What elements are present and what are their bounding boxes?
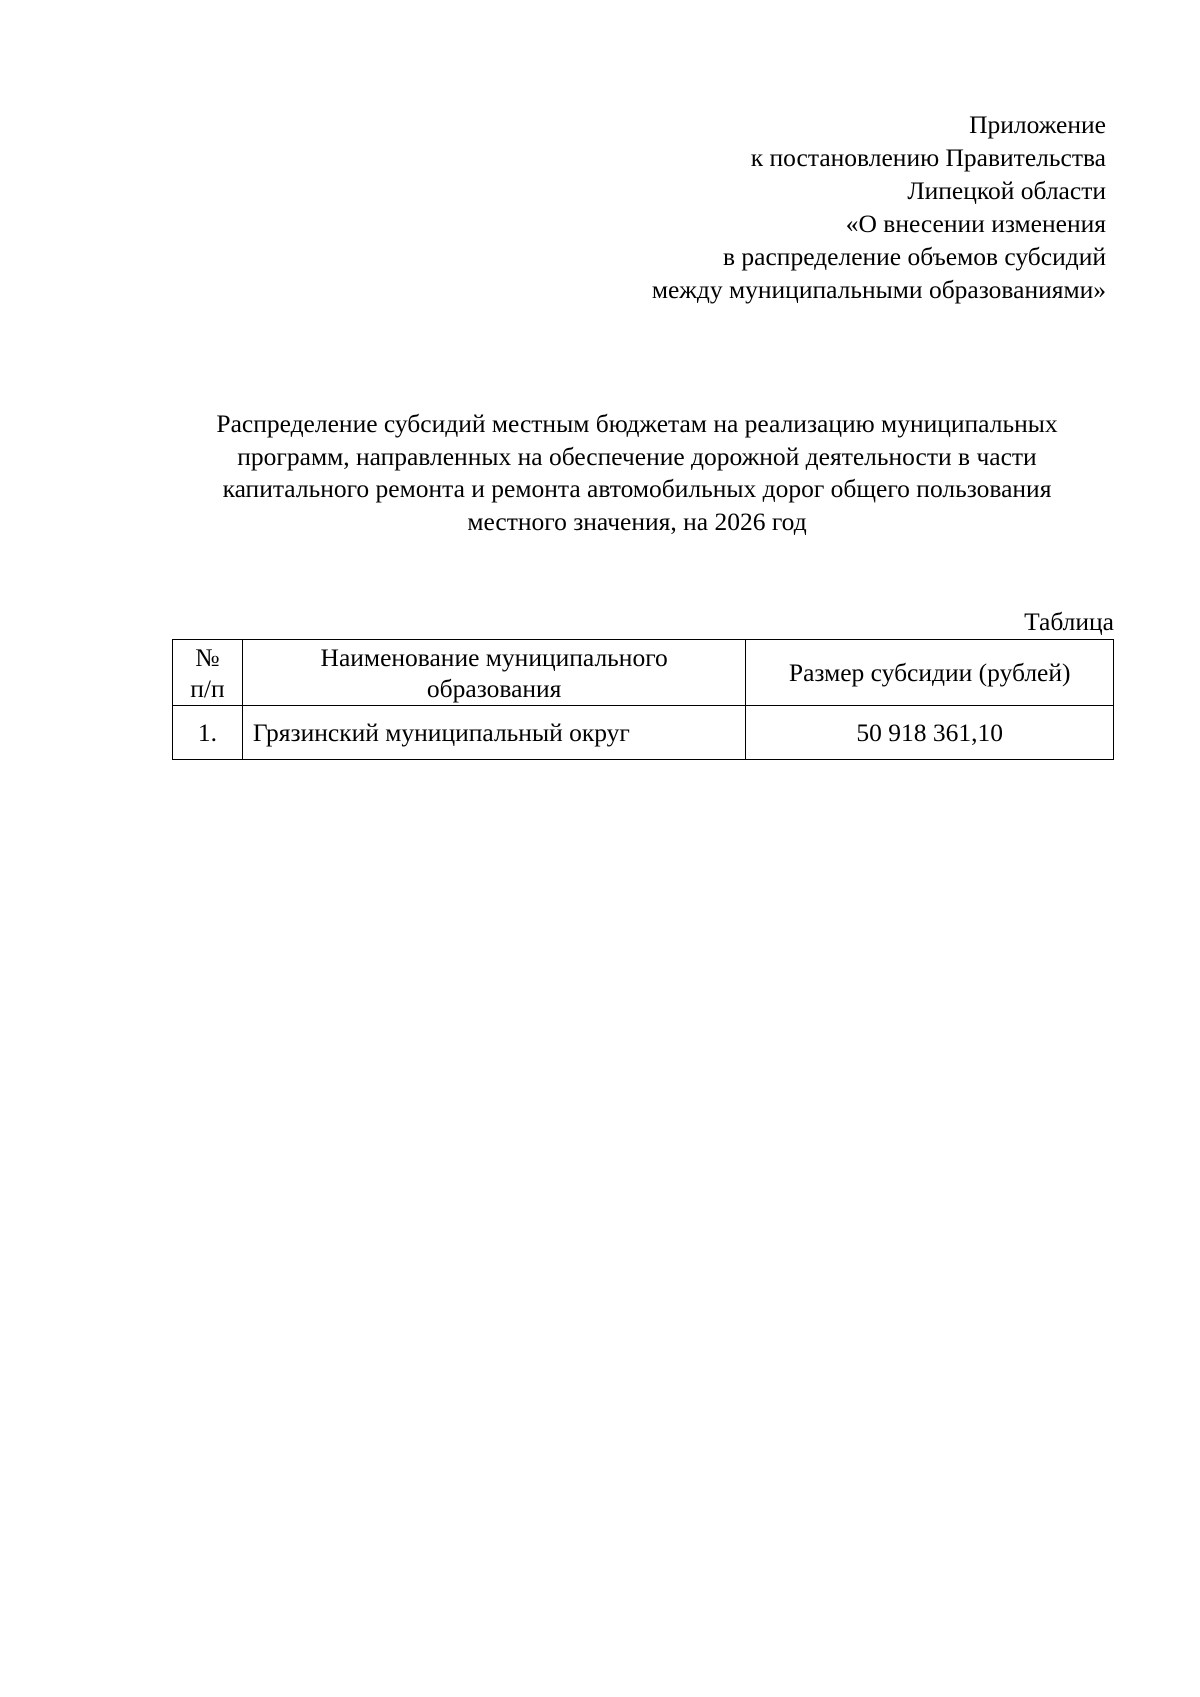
header-number-symbol: № (195, 642, 220, 672)
table-header-row (173, 640, 1114, 706)
appendix-label: Приложение (969, 110, 1106, 139)
document-title (172, 408, 1102, 538)
appendix-reference-line: между муниципальными образованиями» (651, 275, 1106, 304)
document-title-line: Распределение субсидий местным бюджетам на реализацию муниципальных (216, 409, 1058, 438)
header-cell-name (242, 640, 745, 706)
header-name-line1: Наименование муниципального (320, 642, 668, 672)
header-number-abbrev: п/п (190, 673, 225, 703)
document-title-line: капитального ремонта и ремонта автомобильных дорог общего пользования (222, 474, 1052, 503)
document-title-line: местного значения, на 2026 год (467, 506, 807, 536)
table-row (173, 706, 1114, 760)
appendix-reference-line: в распределение объемов субсидий (723, 242, 1106, 271)
row-number-cell: 1. (173, 706, 243, 760)
header-cell-amount: Размер субсидии (рублей) (746, 640, 1114, 706)
row-amount-cell: 50 918 361,10 (746, 706, 1114, 760)
appendix-reference-line: Липецкой области (907, 176, 1106, 205)
appendix-reference-line: к постановлению Правительства (750, 143, 1106, 172)
appendix-header (652, 108, 1106, 306)
row-name-cell: Грязинский муниципальный округ (242, 706, 745, 760)
subsidy-table (172, 639, 1114, 760)
appendix-reference-line: «О внесении изменения (845, 209, 1106, 238)
header-name-line2: образования (426, 673, 562, 703)
table-label: Таблица (1024, 607, 1114, 636)
header-cell-number (173, 640, 243, 706)
document-title-line: программ, направленных на обеспечение дорожной деятельности в части (237, 441, 1037, 471)
